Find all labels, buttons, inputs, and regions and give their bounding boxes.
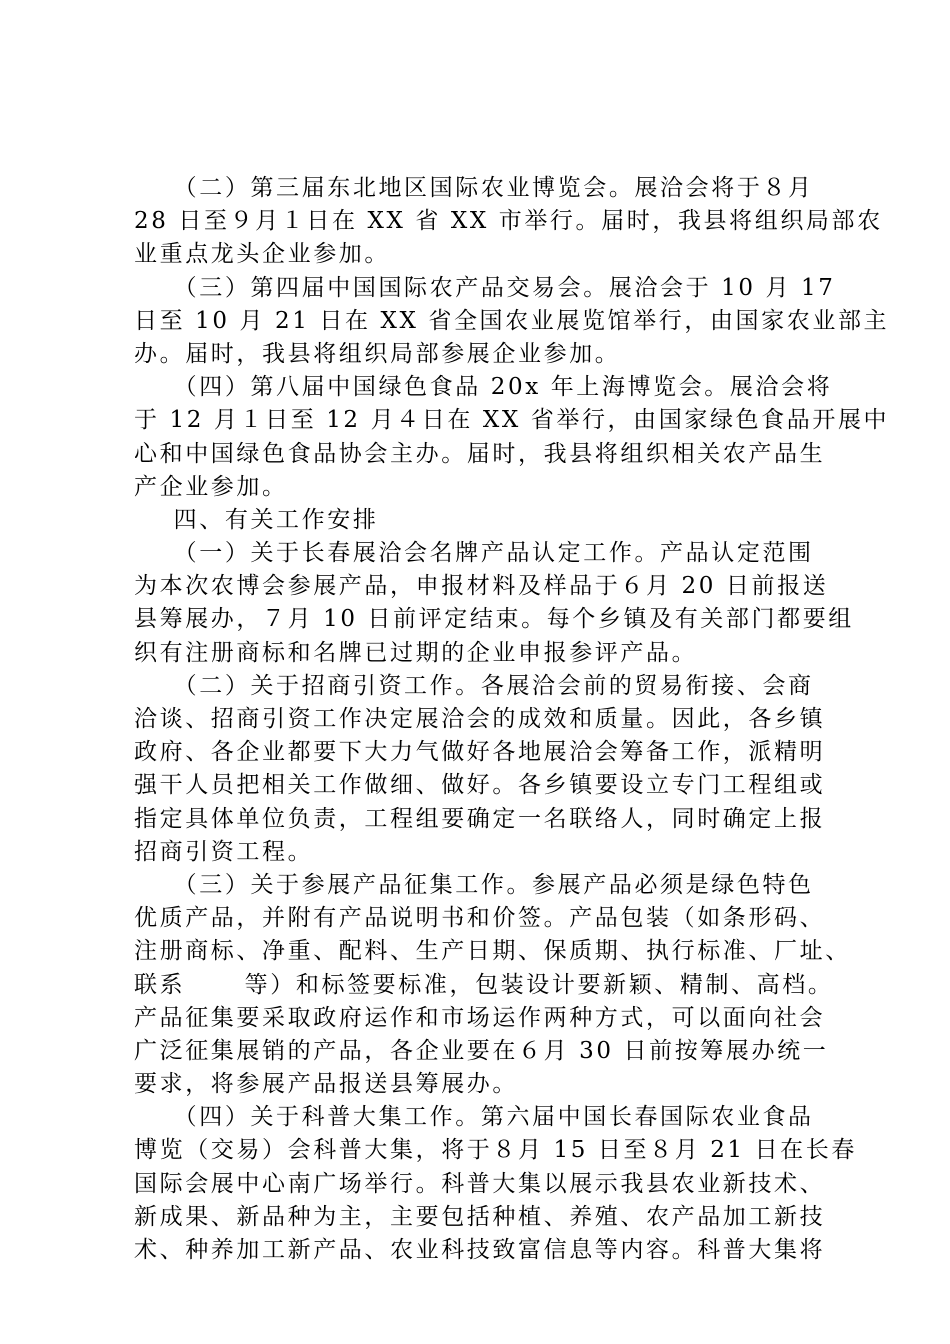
text-line: 为本次农博会参展产品，申报材料及样品于６月 20 日前报送 [134, 573, 829, 600]
text-line: 国际会展中心南广场举行。科普大集以展示我县农业新技术、 [134, 1170, 826, 1197]
text-line: 于 12 月１日至 12 月４日在 XX 省举行，由国家绿色食品开展中 [134, 407, 890, 434]
document-body [134, 172, 890, 1267]
text-line: 强干人员把相关工作做细、做好。各乡镇要设立专门工程组或 [134, 772, 826, 799]
text-line: 办。届时，我县将组织局部参展企业参加。 [134, 340, 621, 367]
text-line: （二）第三届东北地区国际农业博览会。展洽会将于８月 [134, 175, 814, 201]
text-line: 县筹展办，７月 10 日前评定结束。每个乡镇及有关部门都要组 [134, 606, 854, 633]
text-line: 指定具体单位负责，工程组要确定一名联络人，同时确定上报 [134, 805, 826, 832]
text-line: 业重点龙头企业参加。 [134, 241, 390, 268]
text-line: （三）第四届中国国际农产品交易会。展洽会于 10 月 17 [134, 274, 836, 301]
text-line: 广泛征集展销的产品，各企业要在６月 30 日前按筹展办统一 [134, 1037, 829, 1064]
text-line: 心和中国绿色食品协会主办。届时，我县将组织相关农产品生 [134, 440, 826, 467]
text-line: 优质产品，并附有产品说明书和价签。产品包装（如条形码、 [134, 905, 826, 932]
text-line: 产企业参加。 [134, 473, 288, 500]
text-line: 产品征集要采取政府运作和市场运作两种方式，可以面向社会 [134, 1004, 826, 1031]
text-line: （三）关于参展产品征集工作。参展产品必须是绿色特色 [134, 871, 814, 898]
text-line: 要求，将参展产品报送县筹展办。 [134, 1071, 518, 1098]
text-line: 政府、各企业都要下大力气做好各地展洽会筹备工作，派精明 [134, 739, 826, 766]
text-line: 联系 等）和标签要标准，包装设计要新颖、精制、高档。 [134, 971, 834, 998]
text-line: 术、种养加工新产品、农业科技致富信息等内容。科普大集将 [134, 1237, 826, 1263]
text-line: 织有注册商标和名牌已过期的企业申报参评产品。 [134, 639, 698, 666]
text-line: 注册商标、净重、配料、生产日期、保质期、执行标准、厂址、 [134, 938, 851, 965]
text-line: 博览（交易）会科普大集，将于８月 15 日至８月 21 日在长春 [134, 1137, 857, 1164]
text-line: （一）关于长春展洽会名牌产品认定工作。产品认定范围 [134, 540, 814, 567]
text-line: （二）关于招商引资工作。各展洽会前的贸易衔接、会商 [134, 672, 814, 699]
text-line: （四）关于科普大集工作。第六届中国长春国际农业食品 [134, 1104, 814, 1131]
text-line: 四、有关工作安排 [134, 506, 379, 533]
text-line: 招商引资工程。 [134, 838, 314, 865]
text-line: 28 日至９月１日在 XX 省 XX 市举行。届时，我县将组织局部农 [134, 208, 883, 235]
text-line: 日至 10 月 21 日在 XX 省全国农业展览馆举行，由国家农业部主 [134, 307, 890, 334]
text-line: 新成果、新品种为主，主要包括种植、养殖、农产品加工新技 [134, 1203, 826, 1230]
text-line: 洽谈、招商引资工作决定展洽会的成效和质量。因此，各乡镇 [134, 706, 826, 732]
text-line: （四）第八届中国绿色食品 20x 年上海博览会。展洽会将 [134, 374, 833, 401]
